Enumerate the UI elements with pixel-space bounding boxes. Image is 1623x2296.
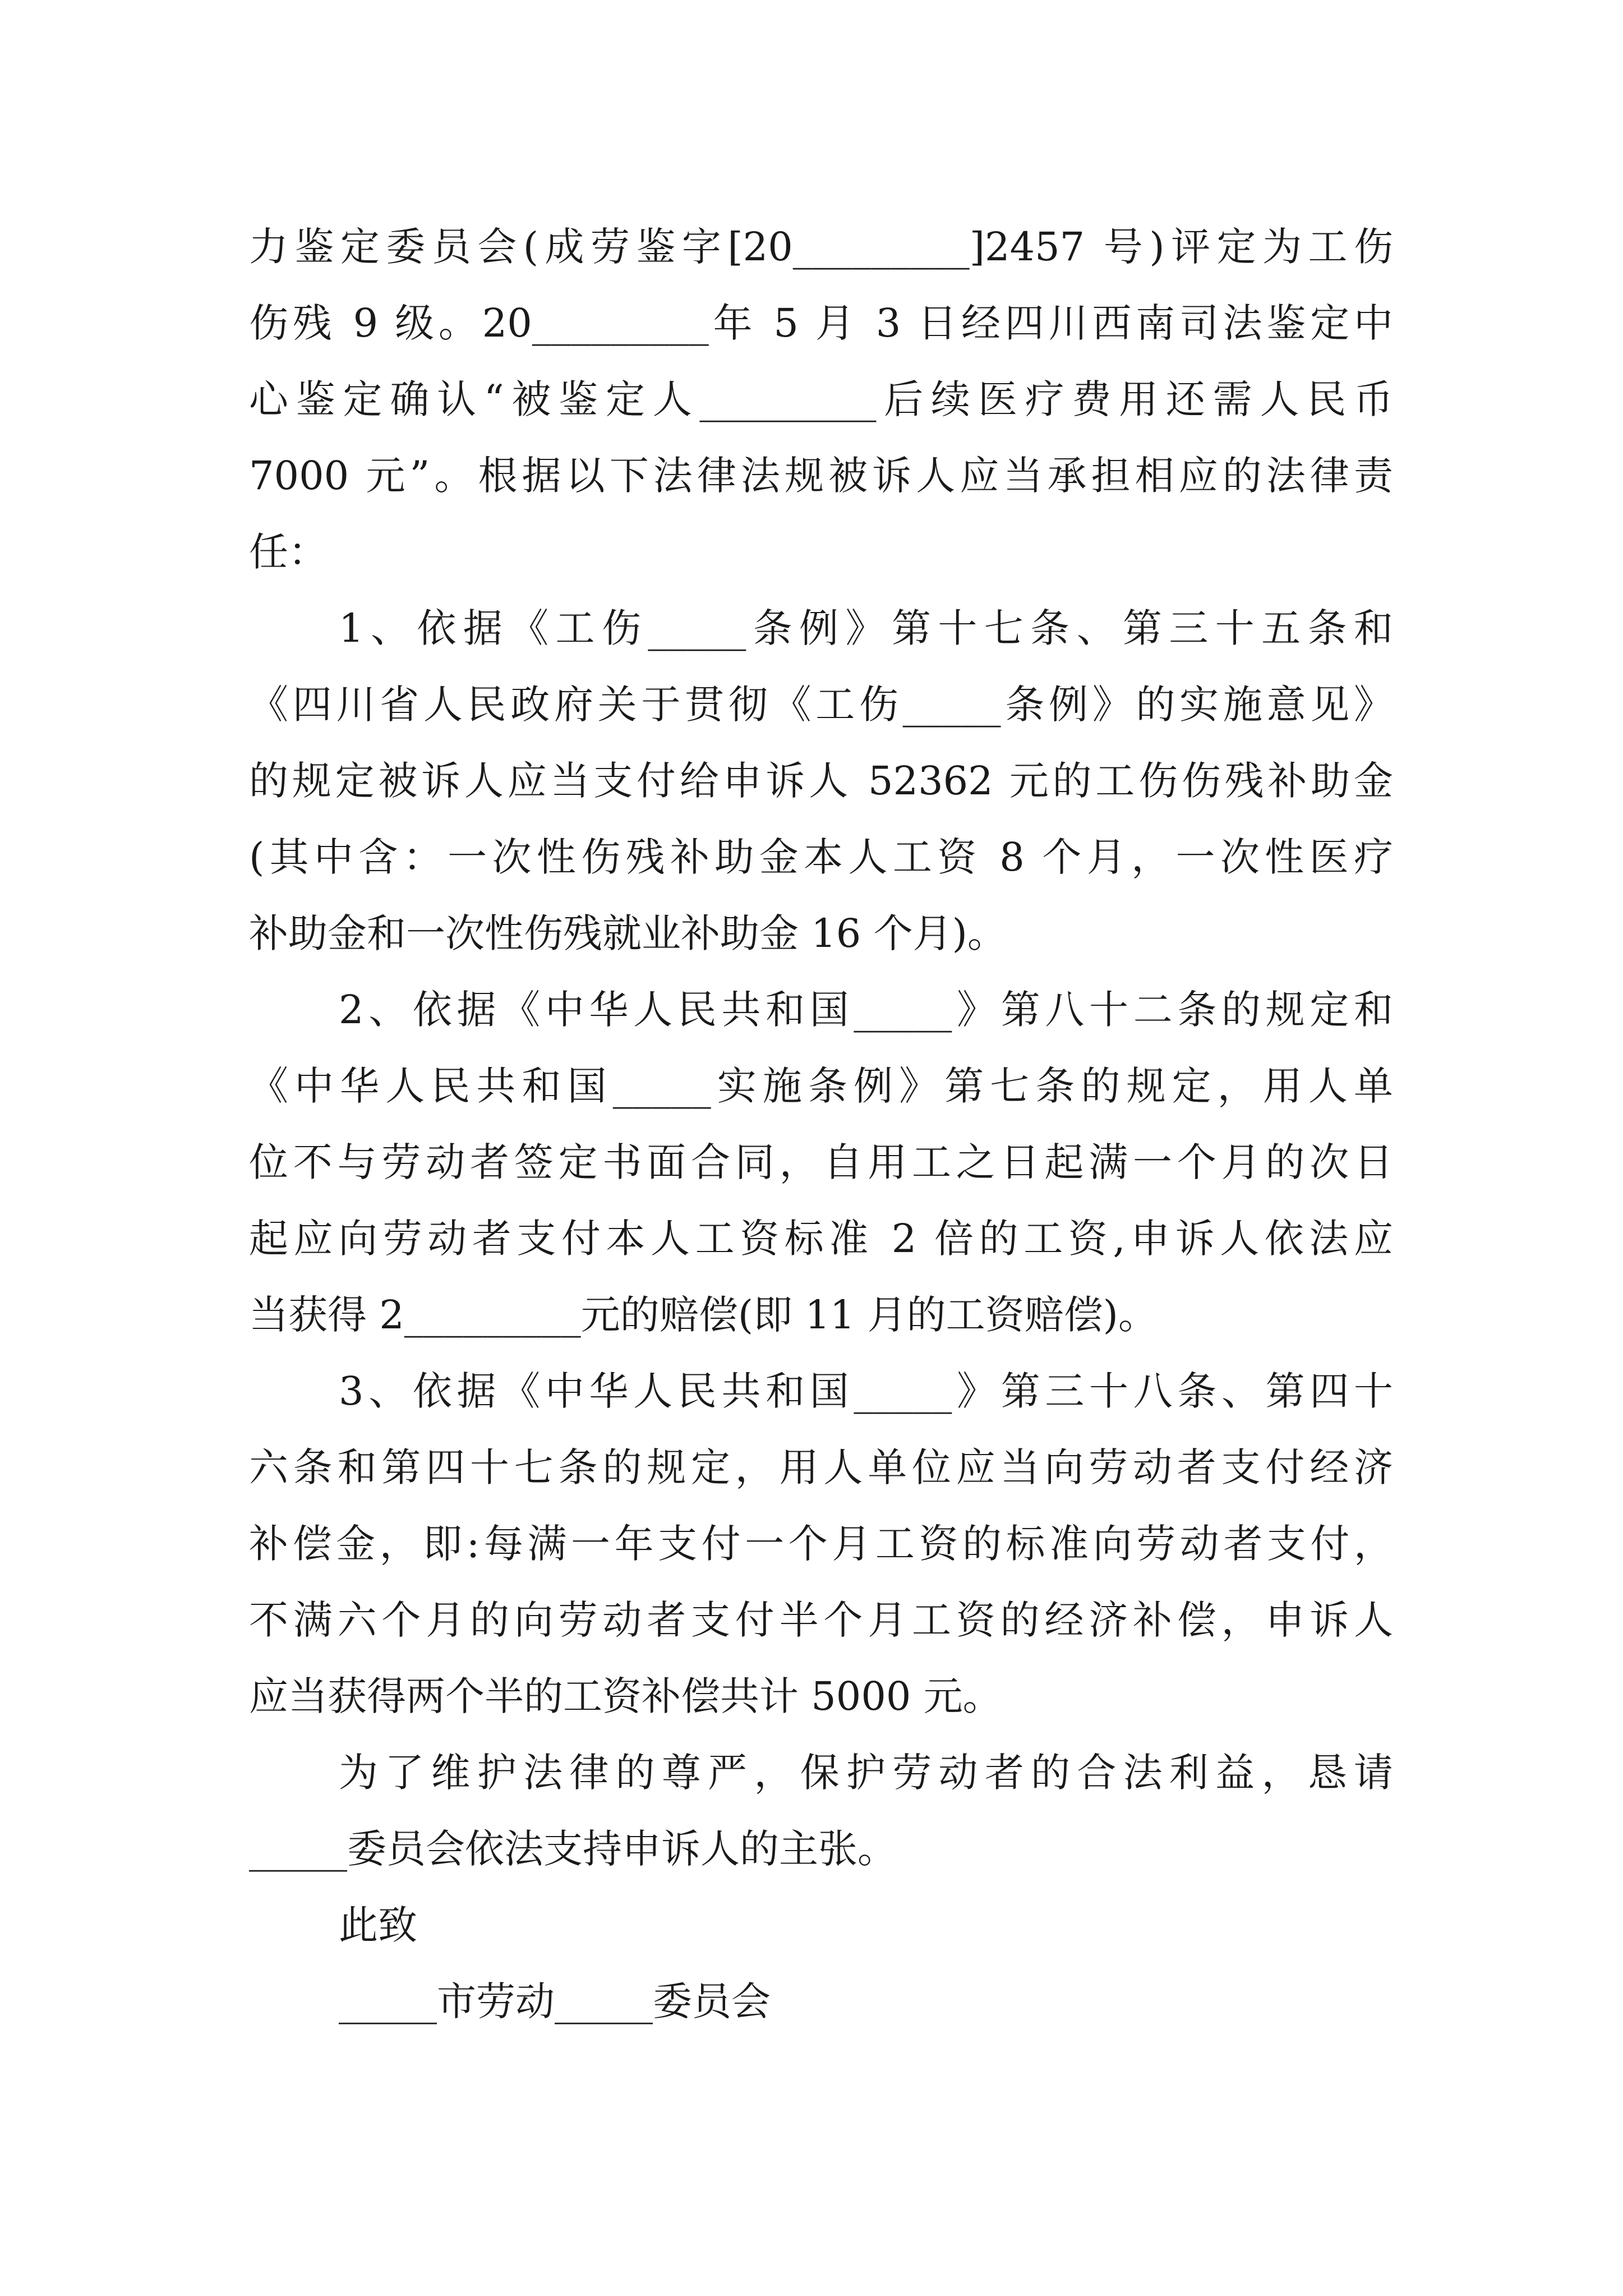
- closing-salutation: 此致: [339, 1902, 417, 1948]
- paragraph-line: 2、依据《中华人民共和国_____》第八十二条的规定和: [339, 987, 1393, 1033]
- paragraph-line: 伤残 9 级。20_________年 5 月 3 日经四川西南司法鉴定中: [249, 300, 1393, 346]
- paragraph-line: _____委员会依法支持申诉人的主张。: [249, 1826, 897, 1872]
- paragraph-line: 《四川省人民政府关于贯彻《工伤_____条例》的实施意见》: [249, 682, 1393, 728]
- paragraph-line: 位不与劳动者签定书面合同，自用工之日起满一个月的次日: [249, 1139, 1393, 1185]
- paragraph-line: 补偿金，即:每满一年支付一个月工资的标准向劳动者支付，: [249, 1521, 1393, 1567]
- paragraph-line: 当获得 2_________元的赔偿(即 11 月的工资赔偿)。: [249, 1292, 1158, 1338]
- paragraph-line: 1、依据《工伤_____条例》第十七条、第三十五条和: [339, 605, 1393, 651]
- paragraph-line: 起应向劳动者支付本人工资标准 2 倍的工资,申诉人依法应: [249, 1216, 1393, 1262]
- paragraph-line: 《中华人民共和国_____实施条例》第七条的规定，用人单: [249, 1063, 1393, 1109]
- paragraph-line: 力鉴定委员会(成劳鉴字[20_________]2457 号)评定为工伤: [249, 224, 1393, 270]
- paragraph-line: 补助金和一次性伤残就业补助金 16 个月)。: [249, 910, 1007, 956]
- paragraph-line: 为了维护法律的尊严，保护劳动者的合法利益，恳请: [339, 1750, 1393, 1796]
- recipient-line: _____市劳动_____委员会: [339, 1978, 771, 2024]
- paragraph-line: 不满六个月的向劳动者支付半个月工资的经济补偿，申诉人: [249, 1597, 1393, 1643]
- paragraph-line: 六条和第四十七条的规定，用人单位应当向劳动者支付经济: [249, 1444, 1393, 1490]
- paragraph-line: 应当获得两个半的工资补偿共计 5000 元。: [249, 1673, 1002, 1719]
- paragraph-line: 心鉴定确认“被鉴定人_________后续医疗费用还需人民币: [249, 376, 1393, 422]
- paragraph-line: 任：: [249, 529, 328, 575]
- paragraph-line: (其中含：一次性伤残补助金本人工资 8 个月，一次性医疗: [249, 834, 1393, 880]
- paragraph-line: 7000 元”。根据以下法律法规被诉人应当承担相应的法律责: [249, 453, 1393, 499]
- paragraph-line: 3、依据《中华人民共和国_____》第三十八条、第四十: [339, 1368, 1393, 1414]
- paragraph-line: 的规定被诉人应当支付给申诉人 52362 元的工伤伤残补助金: [249, 758, 1393, 804]
